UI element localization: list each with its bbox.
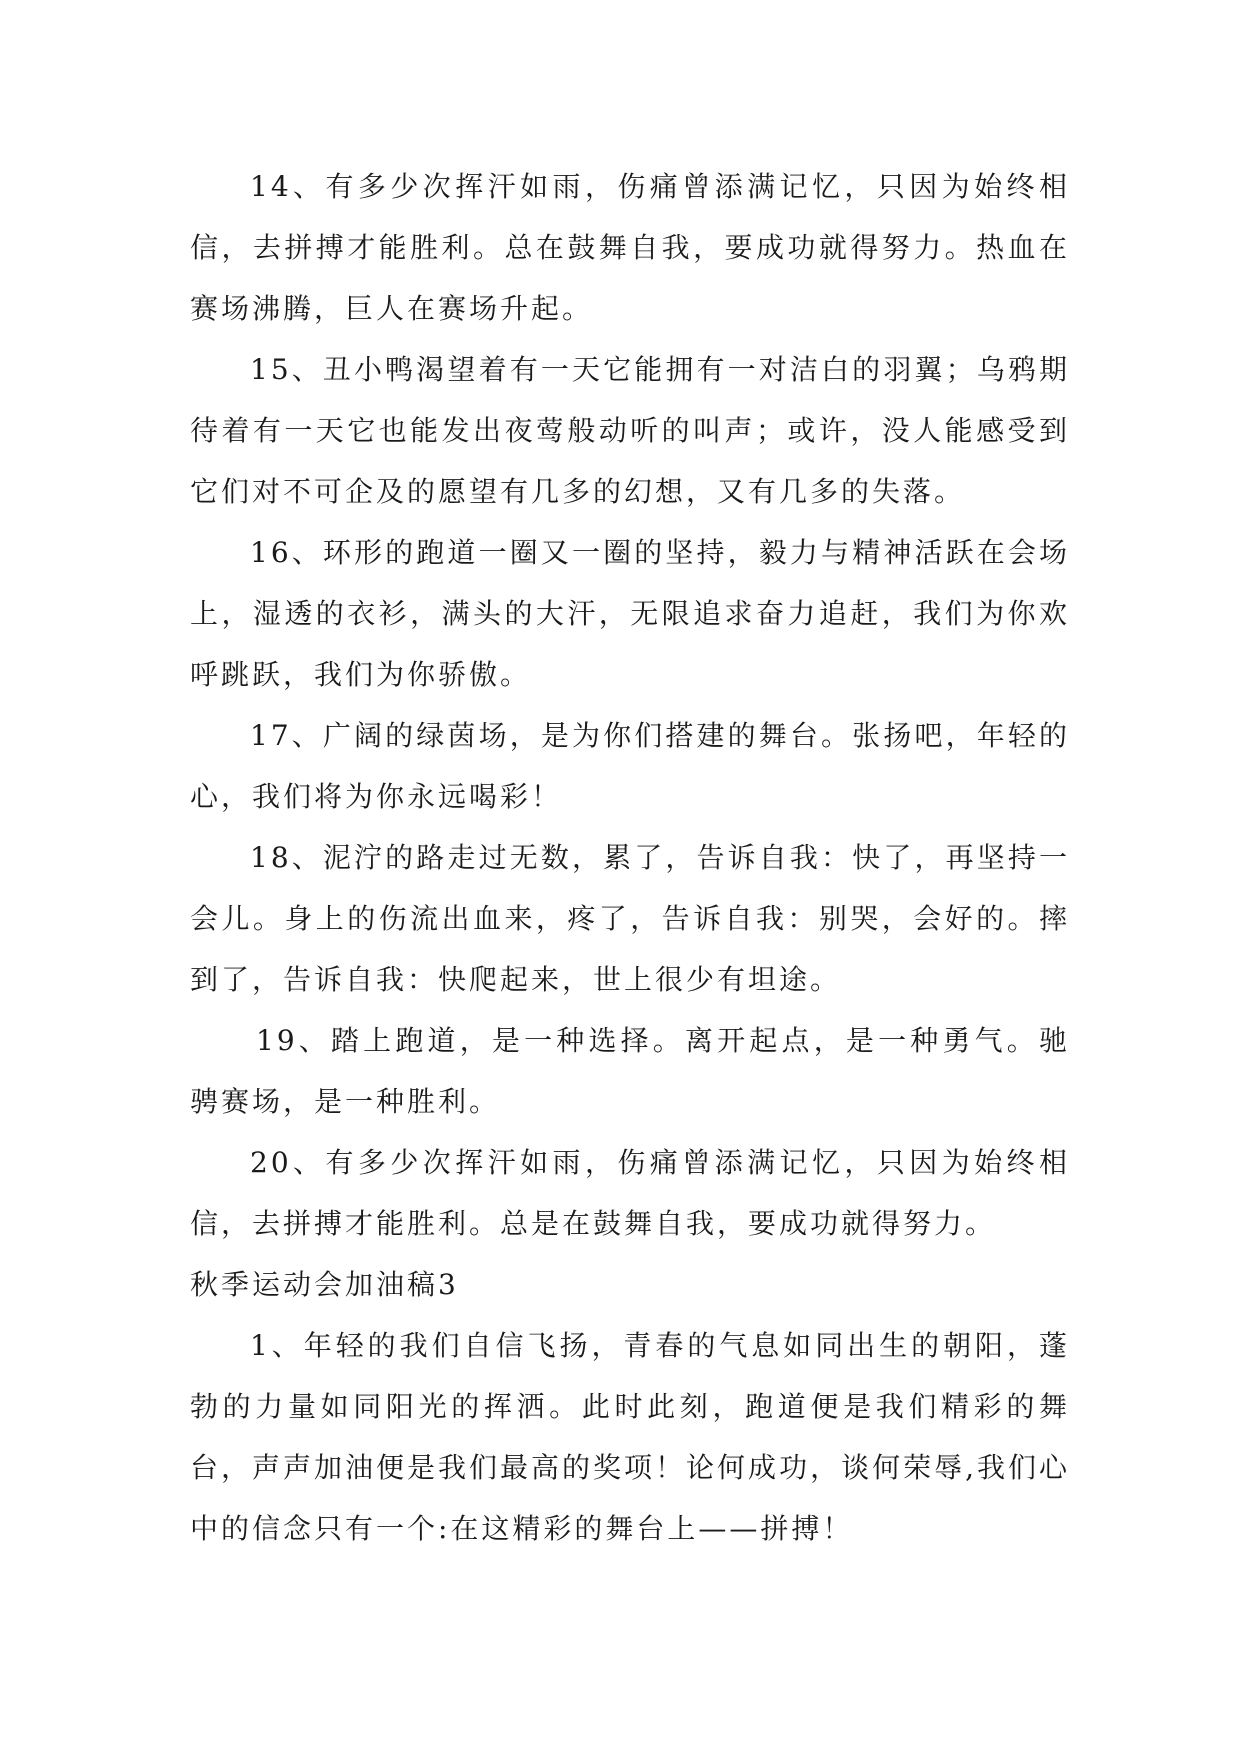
paragraph-18: 18、泥泞的路走过无数，累了，告诉自我：快了，再坚持一会儿。身上的伤流出血来，疼了，告诉自我：别哭，会好的。摔到了，告诉自我：快爬起来，世上很少有坦途。 — [190, 841, 1070, 996]
paragraph-20: 20、有多少次挥汗如雨，伤痛曾添满记忆，只因为始终相信，去拼搏才能胜利。总是在鼓舞自我，要成功就得努力。 — [190, 1146, 1070, 1240]
section-title: 秋季运动会加油稿3 — [190, 1268, 459, 1301]
section-paragraph-1: 1、年轻的我们自信飞扬，青春的气息如同出生的朝阳，蓬勃的力量如同阳光的挥洒。此时此刻，跑道便是我们精彩的舞台，声声加油便是我们最高的奖项！论何成功，谈何荣辱,我们心中的信念只有一个:在这精彩的舞台上——拼搏！ — [190, 1329, 1070, 1545]
document-body — [190, 156, 1070, 1559]
paragraph-19: 19、踏上跑道，是一种选择。离开起点，是一种勇气。驰骋赛场，是一种胜利。 — [190, 1024, 1070, 1118]
paragraph-15: 15、丑小鸭渴望着有一天它能拥有一对洁白的羽翼；乌鸦期待着有一天它也能发出夜莺般动听的叫声；或许，没人能感受到它们对不可企及的愿望有几多的幻想，又有几多的失落。 — [190, 353, 1070, 508]
paragraph-14: 14、有多少次挥汗如雨，伤痛曾添满记忆，只因为始终相信，去拼搏才能胜利。总在鼓舞自我，要成功就得努力。热血在赛场沸腾，巨人在赛场升起。 — [190, 170, 1070, 325]
paragraph-17: 17、广阔的绿茵场，是为你们搭建的舞台。张扬吧，年轻的心，我们将为你永远喝彩！ — [190, 719, 1070, 813]
paragraph-16: 16、环形的跑道一圈又一圈的坚持，毅力与精神活跃在会场上，湿透的衣衫，满头的大汗，无限追求奋力追赶，我们为你欢呼跳跃，我们为你骄傲。 — [190, 536, 1070, 691]
